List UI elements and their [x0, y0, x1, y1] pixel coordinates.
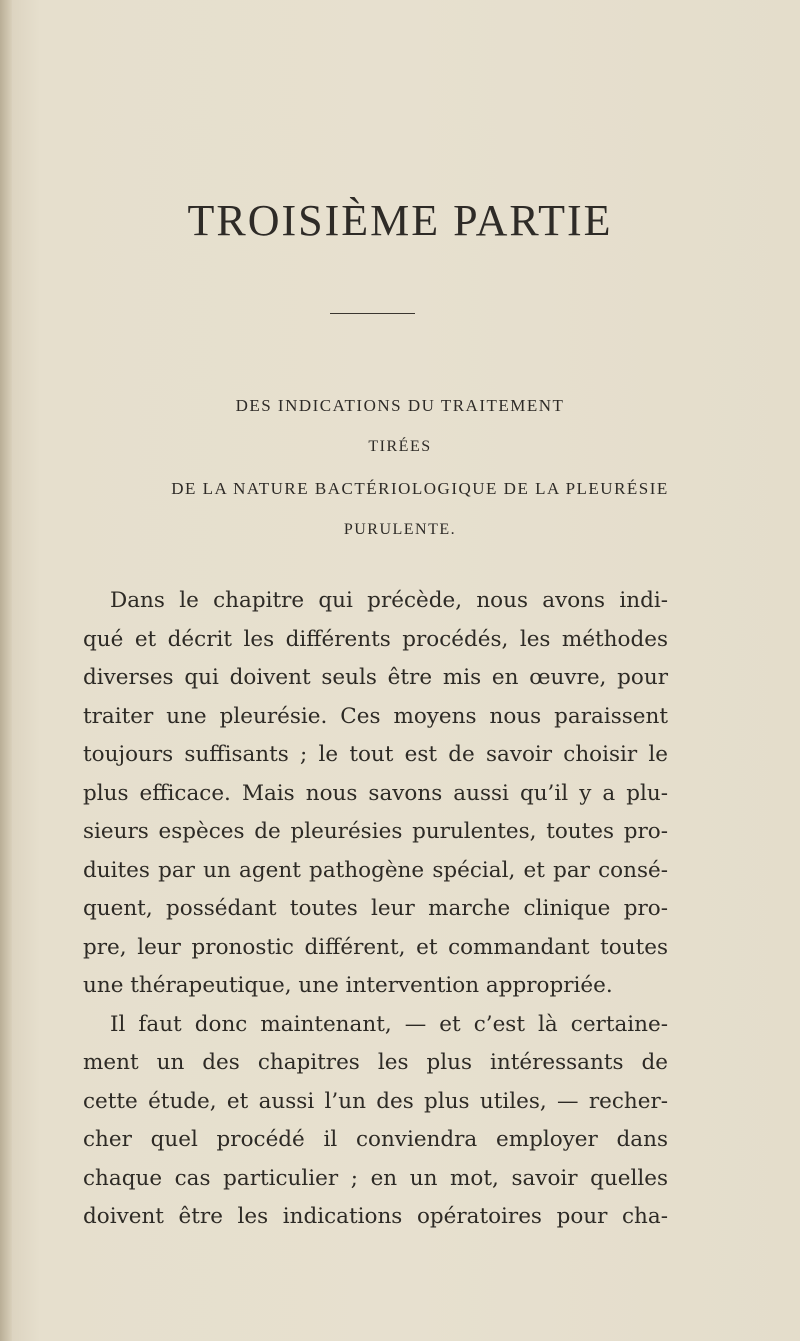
part-title: TROISIÈME PARTIE — [187, 196, 613, 245]
body-line: Dans le chapitre qui précède, nous avons indi- — [110, 588, 668, 613]
body-line: doivent être les indications opératoires pour cha- — [83, 1204, 668, 1229]
section-heading-line-3: DE LA NATURE BACTÉRIOLOGIQUE DE LA PLEURÉSIE — [171, 479, 669, 498]
body-line: chaque cas particulier ; en un mot, savoir quelles — [83, 1165, 668, 1191]
body-line: une thérapeutique, une intervention appropriée. — [83, 973, 613, 998]
body-line: plus efficace. Mais nous savons aussi qu’il y a plu- — [83, 780, 668, 806]
body-line: ment un des chapitres les plus intéressants de — [83, 1050, 668, 1075]
body-line: cher quel procédé il conviendra employer dans — [83, 1127, 668, 1152]
body-line: Il faut donc maintenant, — et c’est là certaine- — [110, 1011, 668, 1037]
body-line: sieurs espèces de pleurésies purulentes, toutes pro- — [83, 819, 668, 844]
body-line: quent, possédant toutes leur marche clinique pro- — [83, 896, 668, 921]
title-divider — [330, 313, 415, 314]
body-line: pre, leur pronostic différent, et commandant toutes — [83, 934, 668, 960]
section-heading-line-1: DES INDICATIONS DU TRAITEMENT — [235, 396, 565, 415]
body-line: toujours suffisants ; le tout est de savoir choisir le — [83, 742, 668, 767]
body-line: duites par un agent pathogène spécial, et par consé- — [83, 857, 668, 883]
body-line: qué et décrit les différents procédés, les méthodes — [83, 626, 668, 652]
body-line: cette étude, et aussi l’un des plus utiles, — recher- — [83, 1088, 668, 1114]
section-heading-line-4: PURULENTE. — [343, 521, 457, 538]
body-line: traiter une pleurésie. Ces moyens nous paraissent — [83, 703, 668, 729]
section-heading-line-2: TIRÉES — [368, 438, 432, 455]
body-line: diverses qui doivent seuls être mis en œuvre, pour — [83, 665, 668, 690]
body-paragraphs — [83, 582, 668, 1237]
